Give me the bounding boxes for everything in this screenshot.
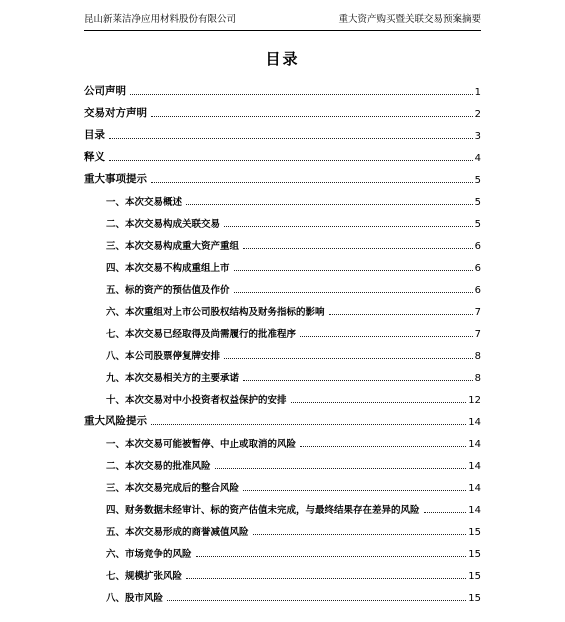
toc-entry-page-number: 15 — [468, 571, 481, 582]
toc-entry-page-number: 6 — [474, 241, 481, 252]
dot-leader — [109, 137, 473, 139]
dot-leader — [234, 269, 473, 271]
toc-entry-label: 六、市场竞争的风险 — [106, 549, 192, 560]
toc-entry[interactable] — [84, 340, 481, 362]
toc-entry[interactable] — [84, 142, 481, 164]
toc-entry-label: 五、本次交易形成的商誉减值风险 — [106, 527, 249, 538]
dot-leader — [243, 379, 473, 381]
toc-entry-page-number: 3 — [474, 131, 481, 142]
document-title: 重大资产购买暨关联交易预案摘要 — [338, 14, 481, 25]
dot-leader — [300, 445, 466, 447]
dot-leader — [151, 423, 466, 425]
page-header — [84, 10, 481, 31]
toc-entry-page-number: 14 — [468, 439, 481, 450]
table-of-contents — [84, 76, 481, 604]
toc-entry-label: 十、本次交易对中小投资者权益保护的安排 — [106, 395, 287, 406]
toc-entry[interactable] — [84, 516, 481, 538]
dot-leader — [196, 555, 467, 557]
toc-entry[interactable] — [84, 428, 481, 450]
toc-entry-label: 四、本次交易不构成重组上市 — [106, 263, 230, 274]
toc-entry-page-number: 5 — [474, 175, 481, 186]
toc-entry-label: 二、本次交易构成关联交易 — [106, 219, 221, 230]
toc-entry-page-number: 1 — [474, 87, 481, 98]
toc-entry-page-number: 2 — [474, 109, 481, 120]
toc-entry[interactable] — [84, 472, 481, 494]
toc-entry-page-number: 6 — [474, 285, 481, 296]
toc-entry[interactable] — [84, 252, 481, 274]
toc-entry[interactable] — [84, 186, 481, 208]
dot-leader — [329, 313, 473, 315]
toc-entry[interactable] — [84, 384, 481, 406]
dot-leader — [167, 599, 466, 601]
toc-entry[interactable] — [84, 120, 481, 142]
toc-entry-page-number: 5 — [474, 219, 481, 230]
toc-entry[interactable] — [84, 274, 481, 296]
toc-entry-label: 三、本次交易构成重大资产重组 — [106, 241, 240, 252]
toc-entry-page-number: 15 — [468, 593, 481, 604]
toc-entry-label: 六、本次重组对上市公司股权结构及财务指标的影响 — [106, 307, 325, 318]
toc-entry-page-number: 15 — [468, 549, 481, 560]
toc-entry[interactable] — [84, 76, 481, 98]
toc-entry-page-number: 12 — [468, 395, 481, 406]
toc-entry[interactable] — [84, 362, 481, 384]
dot-leader — [234, 291, 473, 293]
dot-leader — [151, 181, 473, 183]
toc-entry-page-number: 14 — [468, 505, 481, 516]
toc-entry-label: 一、本次交易概述 — [106, 197, 183, 208]
toc-entry-page-number: 7 — [474, 307, 481, 318]
dot-leader — [151, 115, 473, 117]
toc-entry-label: 公司声明 — [84, 85, 126, 97]
dot-leader — [186, 577, 466, 579]
dot-leader — [424, 511, 467, 513]
toc-entry-page-number: 15 — [468, 527, 481, 538]
toc-entry-label: 一、本次交易可能被暂停、中止或取消的风险 — [106, 439, 297, 450]
dot-leader — [243, 489, 466, 491]
toc-entry[interactable] — [84, 582, 481, 604]
toc-entry-label: 交易对方声明 — [84, 107, 147, 119]
toc-entry-page-number: 14 — [468, 483, 481, 494]
toc-entry[interactable] — [84, 98, 481, 120]
toc-entry-page-number: 4 — [474, 153, 481, 164]
toc-entry-label: 重大事项提示 — [84, 173, 147, 185]
toc-entry-label: 目录 — [84, 129, 105, 141]
toc-entry[interactable] — [84, 406, 481, 428]
toc-entry-label: 八、股市风险 — [106, 593, 164, 604]
toc-entry-page-number: 14 — [468, 417, 481, 428]
toc-entry-page-number: 6 — [474, 263, 481, 274]
dot-leader — [243, 247, 473, 249]
toc-entry[interactable] — [84, 164, 481, 186]
toc-entry-page-number: 5 — [474, 197, 481, 208]
toc-entry[interactable] — [84, 230, 481, 252]
dot-leader — [109, 159, 473, 161]
toc-entry[interactable] — [84, 318, 481, 340]
toc-entry-label: 释义 — [84, 151, 105, 163]
toc-entry[interactable] — [84, 208, 481, 230]
company-name: 昆山新莱洁净应用材料股份有限公司 — [84, 14, 237, 25]
dot-leader — [253, 533, 467, 535]
dot-leader — [224, 357, 473, 359]
dot-leader — [186, 203, 473, 205]
toc-entry-page-number: 8 — [474, 373, 481, 384]
toc-entry-label: 九、本次交易相关方的主要承诺 — [106, 373, 240, 384]
dot-leader — [130, 93, 473, 95]
dot-leader — [224, 225, 473, 227]
toc-entry[interactable] — [84, 560, 481, 582]
dot-leader — [300, 335, 473, 337]
toc-entry[interactable] — [84, 296, 481, 318]
toc-entry[interactable] — [84, 494, 481, 516]
toc-entry-label: 重大风险提示 — [84, 415, 147, 427]
toc-entry-label: 七、规模扩张风险 — [106, 571, 183, 582]
toc-entry-page-number: 7 — [474, 329, 481, 340]
toc-entry-label: 三、本次交易完成后的整合风险 — [106, 483, 240, 494]
toc-entry[interactable] — [84, 538, 481, 560]
toc-entry-label: 五、标的资产的预估值及作价 — [106, 285, 230, 296]
toc-entry-label: 七、本次交易已经取得及尚需履行的批准程序 — [106, 329, 297, 340]
toc-entry-label: 四、财务数据未经审计、标的资产估值未完成，与最终结果存在差异的风险 — [106, 505, 420, 516]
toc-entry-page-number: 8 — [474, 351, 481, 362]
dot-leader — [291, 401, 467, 403]
toc-title: 目录 — [265, 50, 300, 68]
toc-entry[interactable] — [84, 450, 481, 472]
toc-entry-label: 二、本次交易的批准风险 — [106, 461, 211, 472]
toc-entry-label: 八、本公司股票停复牌安排 — [106, 351, 221, 362]
dot-leader — [215, 467, 467, 469]
toc-entry-page-number: 14 — [468, 461, 481, 472]
